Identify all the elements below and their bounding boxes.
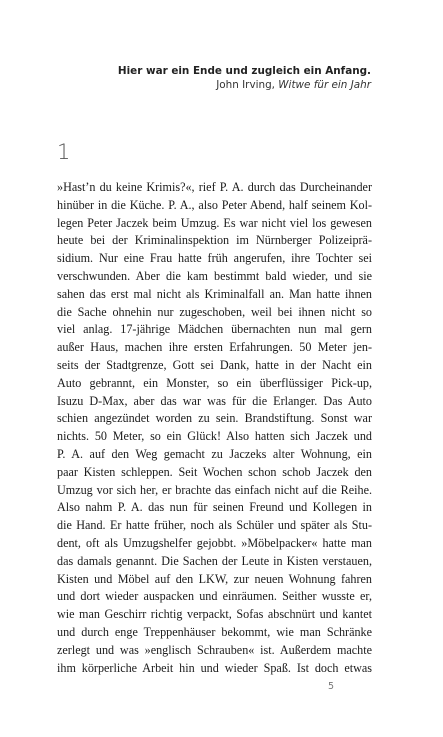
text-line: P. A. auf den Weg gemacht zu Jaczeks alter Wohnung, ein xyxy=(57,446,372,461)
body-text xyxy=(57,179,372,677)
text-line: verschwunden. Aber die kam bestimmt bald wieder, und sie xyxy=(57,268,372,283)
text-line: dent, oft als Umzugshelfer gejobbt. »Möbelpacker« hatte man xyxy=(57,535,372,550)
epigraph-work-title: Witwe für ein Jahr xyxy=(278,79,371,91)
page-number: 5 xyxy=(328,681,335,692)
text-line: heute bei der Kriminalinspektion im Nürnberger Polizeiprä- xyxy=(57,233,372,248)
text-line: und durch enge Treppenhäuser bekommt, wie man Schränke xyxy=(57,624,372,639)
text-line: ihm körperliche Arbeit hin und wieder Spaß. Ist doch etwas xyxy=(57,660,372,675)
epigraph-quote: Hier war ein Ende und zugleich ein Anfang. xyxy=(117,65,371,77)
text-line: die Hand. Er hatte früher, noch als Schüler und später als Stu- xyxy=(57,518,372,533)
text-line: Isuzu D-Max, aber das war was für die Erlanger. Das Auto xyxy=(57,393,372,408)
text-line: die Sache ohnehin nur zugeschoben, weil bei ihnen nicht so xyxy=(57,304,372,319)
text-line: zerlegt und was »englisch Schrauben« ist. Außerdem machte xyxy=(57,642,372,657)
text-line: Umzug vor sich her, er brachte das einfach nicht auf die Reihe. xyxy=(57,482,372,497)
text-line: und dort wieder auspacken und einräumen. Seither wusste er, xyxy=(57,589,372,604)
text-line: »Hast’n du keine Krimis?«, rief P. A. durch das Durcheinander xyxy=(57,180,372,194)
text-line: legen Peter Jaczek beim Umzug. Es war nicht viel los gewesen xyxy=(57,215,372,230)
text-line: das damals genannt. Die Sachen der Leute in Kisten verstauen, xyxy=(57,553,372,568)
text-line: paar Kisten schleppen. Seit Wochen schon schob Jaczek den xyxy=(57,464,372,479)
text-line: Kisten und Möbel auf den LKW, zur neuen Wohnung fahren xyxy=(57,571,372,586)
text-line: Also nahm P. A. das nun für seinen Freund und Kollegen in xyxy=(57,500,372,515)
text-line: nichts. 50 Meter, so ein Glück! Also hatten sich Jaczek und xyxy=(57,429,372,444)
epigraph-source xyxy=(71,78,371,93)
text-line: viel anlag. 17-jährige Mädchen übernachten nun mal gern xyxy=(57,322,372,337)
text-line: sahen das erst mal nicht als Kriminalfall an. Man hatte ihnen xyxy=(57,286,372,301)
text-line: wie man Geschirr richtig verpackt, Sofas abschnürt und kantet xyxy=(57,607,372,622)
epigraph-author: John Irving, xyxy=(216,79,279,91)
text-line: hinüber in die Küche. P. A., also Peter Abend, half seinem Kol- xyxy=(57,197,372,212)
epigraph xyxy=(71,64,371,93)
text-line: seits der Stadtgrenze, Gott sei Dank, hatte in der Nacht ein xyxy=(57,357,372,372)
text-line: schien angezündet worden zu sein. Brandstiftung. Sonst war xyxy=(57,411,372,426)
text-line: außer Haus, machen ihre ersten Erfahrungen. 50 Meter jen- xyxy=(57,340,372,355)
chapter-number: 1 xyxy=(57,140,71,164)
text-line: sidium. Nur eine Frau hatte früh angerufen, ihre Tochter sei xyxy=(57,251,372,266)
text-line: Auto gebrannt, ein Monster, so ein überflüssiger Pick-up, xyxy=(57,375,372,390)
